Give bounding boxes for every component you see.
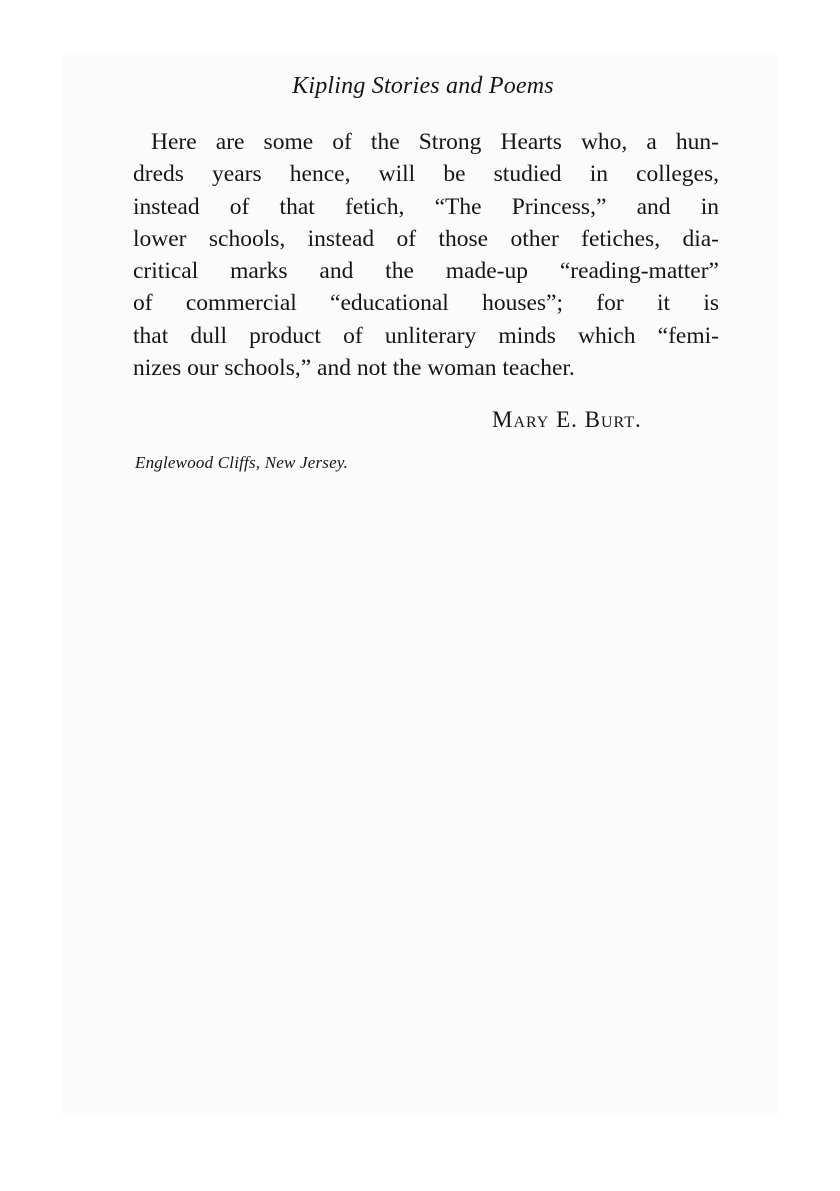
running-title: Kipling Stories and Poems bbox=[292, 73, 554, 99]
body-paragraph bbox=[133, 126, 719, 384]
paragraph-line: Here are some of the Strong Hearts who, a hun- bbox=[151, 129, 719, 155]
paragraph-line: nizes our schools,” and not the woman teacher. bbox=[133, 355, 575, 382]
paragraph-line: instead of that fetich, “The Princess,” and in bbox=[133, 193, 719, 220]
place-line: Englewood Cliffs, New Jersey. bbox=[135, 453, 349, 472]
paragraph-line: critical marks and the made-up “reading-matter” bbox=[133, 258, 719, 285]
paragraph-line: that dull product of unliterary minds which “femi- bbox=[133, 322, 719, 349]
paragraph-line: dreds years hence, will be studied in colleges, bbox=[133, 161, 719, 188]
paragraph-line: of commercial “educational houses”; for it is bbox=[133, 290, 719, 317]
paragraph-line: lower schools, instead of those other fetiches, dia- bbox=[133, 225, 719, 252]
author-signature: Mary E. Burt. bbox=[492, 407, 642, 432]
